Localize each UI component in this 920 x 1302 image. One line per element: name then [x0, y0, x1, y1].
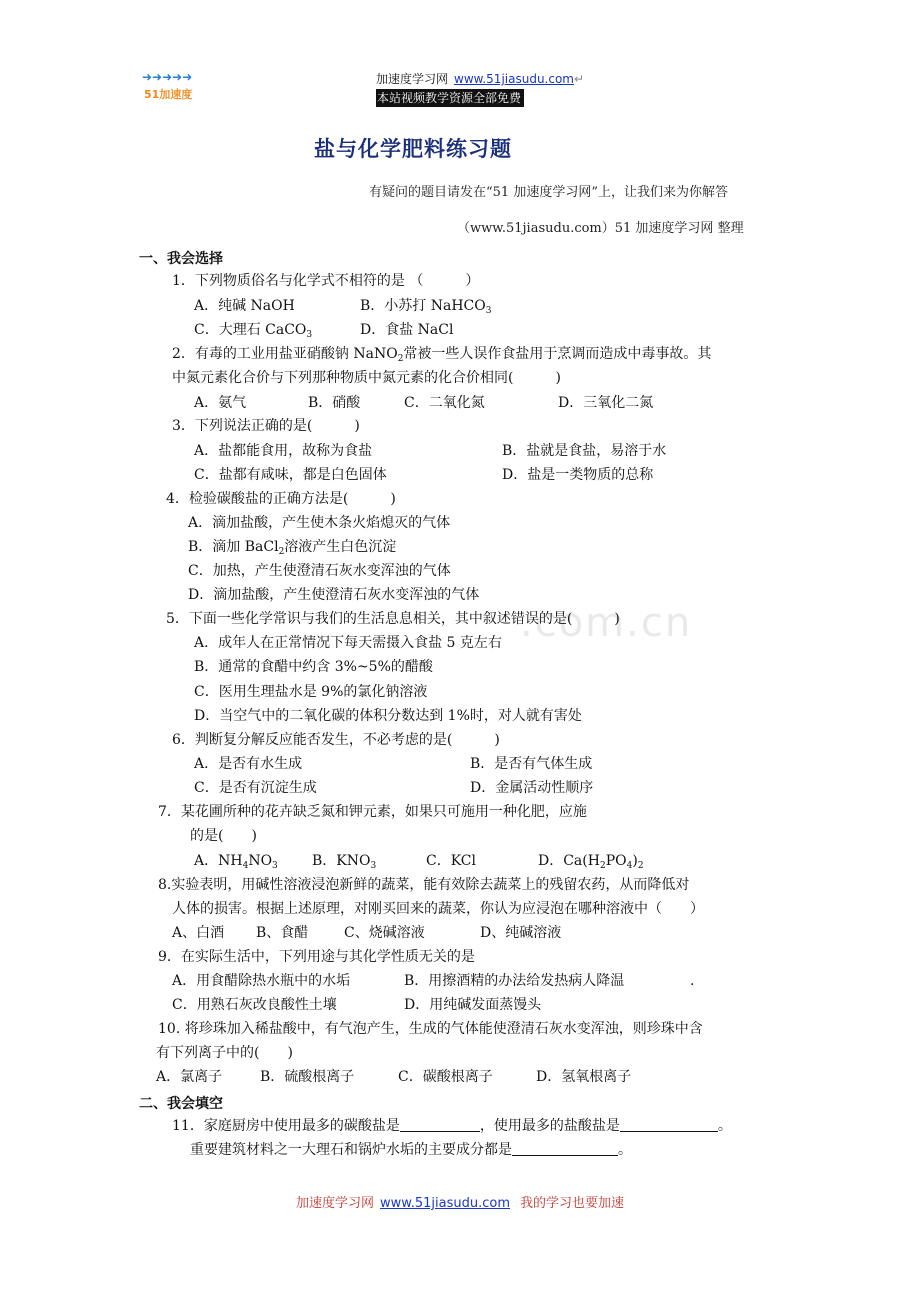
q9-option-b: B．用擦酒精的办法给发热病人降温: [404, 973, 625, 989]
q6-option-c: C．是否有沉淀生成: [194, 780, 317, 796]
footer-slogan: 我的学习也要加速: [519, 1196, 624, 1211]
q5-stem: 5．下面一些化学常识与我们的生活息息相关，其中叙述错误的是( ): [166, 611, 620, 627]
q8-line-2: 人体的损害。根据上述原理，对刚买回来的蔬菜，你认为应浸泡在哪种溶液中（ ）: [172, 901, 704, 917]
q9-option-a: A．用食醋除热水瓶中的水垢: [172, 973, 351, 989]
q10-line-2: 有下列离子中的( ): [156, 1045, 293, 1061]
q6-option-b: B．是否有气体生成: [470, 756, 593, 772]
q8-option-d: D、纯碱溶液: [480, 925, 562, 941]
logo-text: 51加速度: [144, 88, 193, 101]
q5-option-a: A．成年人在正常情况下每天需摄入食盐 5 克左右: [194, 635, 502, 651]
q6-stem: 6．判断复分解反应能否发生，不必考虑的是( ): [172, 732, 500, 748]
q3-stem: 3．下列说法正确的是( ): [172, 418, 360, 434]
q11-line-1: 11．家庭厨房中使用最多的碳酸盐是 ，使用最多的盐酸盐是 。: [172, 1118, 732, 1134]
q5-option-b: B．通常的食醋中约含 3%~5%的醋酸: [194, 659, 433, 675]
header-tagline: 本站视频教学资源全部免费: [376, 89, 524, 107]
return-mark-icon: ↵: [574, 72, 585, 86]
q8-line-1: 8.实验表明，用碱性溶液浸泡新鲜的蔬菜，能有效除去蔬菜上的残留农药，从而降低对: [158, 877, 690, 893]
q2-line-1: 2．有毒的工业用盐亚硝酸钠 NaNO$_2$常被一些人误作食盐用于烹调而造成中毒事故。其: [172, 346, 712, 364]
q4-option-b: B．滴加 BaCl$_2$溶液产生白色沉淀: [188, 539, 397, 557]
q2-line-2: 中氮元素化合价与下列那种物质中氮元素的化合价相同( ): [172, 370, 561, 386]
q3-option-b: B．盐就是食盐，易溶于水: [502, 443, 667, 459]
q11-blank-2[interactable]: [620, 1117, 718, 1132]
q5-option-d: D．当空气中的二氧化碳的体积分数达到 1%时，对人就有害处: [194, 708, 582, 724]
q10-option-c: C．碳酸根离子: [398, 1069, 493, 1085]
q7-line-1: 7．某花圃所种的花卉缺乏氮和钾元素，如果只可施用一种化肥，应施: [158, 804, 587, 820]
q1-option-c: C．大理石 CaCO$_3$: [194, 322, 313, 340]
q4-option-a: A．滴加盐酸，产生使木条火焰熄灭的气体: [188, 515, 451, 531]
q4-option-c: C．加热，产生使澄清石灰水变浑浊的气体: [188, 563, 451, 579]
watermark: .com.cn: [520, 600, 693, 646]
q10-line-1: 10. 将珍珠加入稀盐酸中，有气泡产生，生成的气体能使澄清石灰水变浑浊，则珍珠中含: [158, 1021, 703, 1037]
q11-blank-1[interactable]: [400, 1117, 480, 1132]
q11-line-2: 重要建筑材料之一大理石和锅炉水垢的主要成分都是 。: [190, 1142, 632, 1158]
q3-option-a: A．盐都能食用，故称为食盐: [194, 443, 373, 459]
q2-option-d: D．三氧化二氮: [558, 395, 654, 411]
q1-option-a: A．纯碱 NaOH: [194, 298, 295, 314]
q1-option-d: D．食盐 NaCl: [360, 322, 454, 338]
q10-option-d: D．氢氧根离子: [536, 1069, 632, 1085]
footer-site-link[interactable]: www.51jiasudu.com: [380, 1196, 510, 1211]
q1-stem: 1．下列物质俗名与化学式不相符的是 （ ）: [172, 273, 480, 289]
q9-stem: 9．在实际生活中，下列用途与其化学性质无关的是: [158, 949, 475, 965]
q9-option-c: C．用熟石灰改良酸性土壤: [172, 997, 337, 1013]
q4-option-d: D．滴加盐酸，产生使澄清石灰水变浑浊的气体: [188, 587, 480, 603]
q7-option-a: A．$NH_4NO_3$: [194, 853, 278, 871]
q7-option-d: D．$Ca(H_2PO_4)_2$: [538, 853, 644, 871]
section-heading-choice: 一、我会选择: [139, 251, 223, 267]
q3-option-d: D．盐是一类物质的总称: [502, 467, 654, 483]
footer-site-name: 加速度学习网: [296, 1196, 375, 1211]
q1-option-b: B．小苏打 NaHCO$_3$: [360, 298, 492, 316]
note-line-2: （www.51jiasudu.com）51 加速度学习网 整理: [457, 221, 744, 236]
q8-option-b: B、食醋: [256, 925, 309, 941]
site-logo: [142, 70, 212, 104]
q10-option-a: A．氯离子: [156, 1069, 223, 1085]
note-line-1: 有疑问的题目请发在“51 加速度学习网”上，让我们来为你解答: [369, 185, 728, 200]
q6-option-a: A．是否有水生成: [194, 756, 303, 772]
q4-stem: 4．检验碳酸盐的正确方法是( ): [166, 491, 396, 507]
header-site-name: 加速度学习网: [376, 72, 449, 86]
q3-option-c: C．盐都有咸味，都是白色固体: [194, 467, 387, 483]
q8-option-c: C、烧碱溶液: [344, 925, 425, 941]
q5-option-c: C．医用生理盐水是 9%的氯化钠溶液: [194, 684, 428, 700]
q7-option-c: C．KCl: [426, 853, 476, 869]
q7-option-b: B．$KNO_3$: [312, 853, 377, 871]
section-heading-fill: 二、我会填空: [139, 1096, 223, 1112]
q6-option-d: D．金属活动性顺序: [470, 780, 594, 796]
header-site-link[interactable]: www.51jiasudu.com: [454, 72, 574, 86]
arrows-icon: ➜➜➜➜➜: [142, 70, 193, 84]
q10-option-b: B．硫酸根离子: [260, 1069, 355, 1085]
q2-option-a: A．氨气: [194, 395, 247, 411]
q7-line-2: 的是( ): [190, 828, 257, 844]
page-title: 盐与化学肥料练习题: [314, 136, 512, 161]
q9-option-d: D．用纯碱发面蒸馒头: [404, 997, 542, 1013]
page-footer: [0, 1192, 920, 1211]
q9-stray-dot: .: [690, 973, 695, 989]
q2-option-c: C．二氧化氮: [404, 395, 485, 411]
q11-blank-3[interactable]: [512, 1141, 618, 1156]
header-site-line: [376, 70, 584, 87]
q2-option-b: B．硝酸: [308, 395, 361, 411]
q8-option-a: A、白酒: [172, 925, 225, 941]
